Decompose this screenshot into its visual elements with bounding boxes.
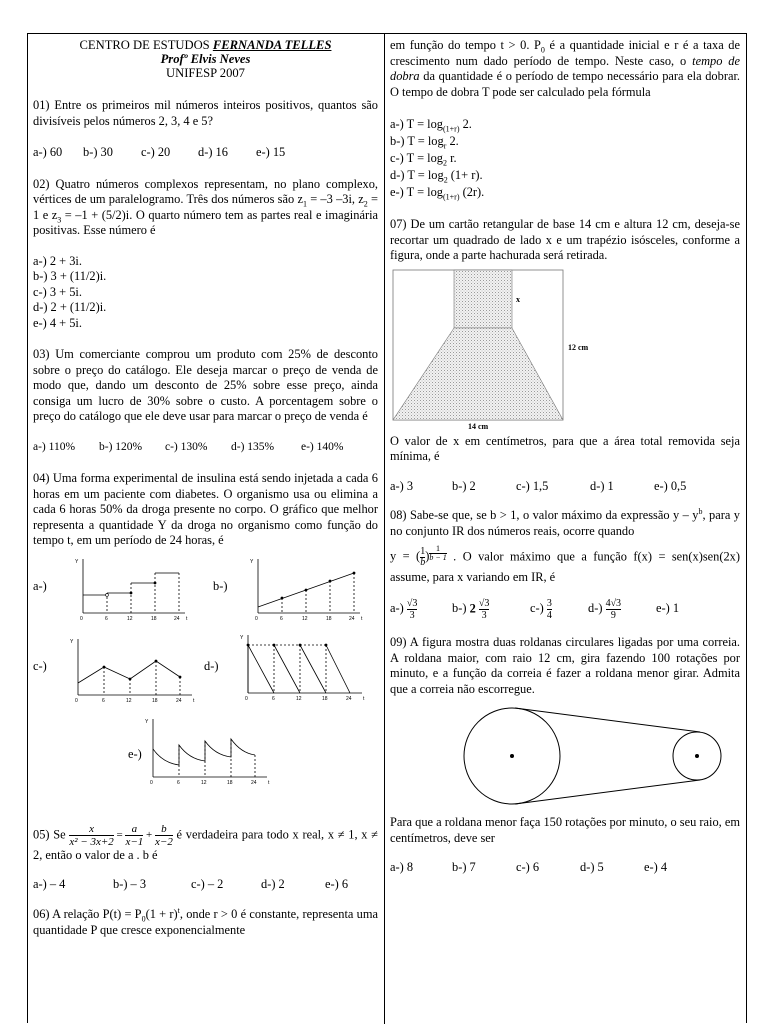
q2-option-c: c-) 3 + 5i. bbox=[33, 284, 82, 299]
q4-graphs bbox=[33, 555, 378, 815]
q7-option-e: e-) 0,5 bbox=[654, 478, 687, 493]
graph-e bbox=[143, 715, 273, 787]
svg-text:Y: Y bbox=[250, 558, 254, 565]
q8-option-d: d-) bbox=[588, 601, 603, 616]
q3-option-b: b-) 120% bbox=[99, 440, 143, 453]
svg-text:t: t bbox=[363, 695, 365, 702]
svg-text:6: 6 bbox=[177, 779, 180, 786]
q7-text: 07) De um cartão retangular de base 14 cm e altura 12 cm, deseja-se recortar um quadrado de lado x e um trapézio isósceles, conforme a figura, onde a parte hachurada será retirada. bbox=[390, 217, 740, 262]
q8-text: 08) Sabe-se que, se b > 1, o valor máximo da expressão y – $y^b$, para y no conjunto IR dos números reais, ocorre quando bbox=[390, 506, 740, 538]
q2-option-a: a-) 2 + 3i. bbox=[33, 253, 82, 268]
svg-text:t: t bbox=[193, 697, 195, 704]
q8-option-c: c-) bbox=[530, 601, 544, 616]
svg-text:0: 0 bbox=[75, 697, 78, 704]
svg-text:18: 18 bbox=[152, 697, 158, 704]
teacher-name: Profº Elvis Neves bbox=[160, 52, 251, 66]
q6-options bbox=[390, 116, 740, 201]
header bbox=[33, 38, 378, 80]
q9-option-d: d-) 5 bbox=[580, 860, 604, 875]
svg-text:24: 24 bbox=[176, 697, 182, 704]
graph-label-a: a-) bbox=[33, 578, 47, 593]
q3-options bbox=[33, 440, 378, 456]
svg-text:18: 18 bbox=[151, 615, 157, 622]
graph-b bbox=[248, 555, 366, 623]
q6-option-a: a-) $T = \log_{(1+r)} 2$. bbox=[390, 117, 472, 134]
svg-text:18: 18 bbox=[326, 615, 332, 622]
svg-text:6: 6 bbox=[102, 697, 105, 704]
svg-text:t: t bbox=[268, 779, 270, 786]
q3-text: 03) Um comerciante comprou um produto com 25% de desconto sobre o preço do catálogo. Ele deseja marcar o preço de venda de modo que, dando um desconto de 25% sobre esse preço, ainda consiga um lucro de 30% sobre o custo. A porcentagem sobre o preço do catálogo que ele deve usar para marcar o preço de venda é bbox=[33, 347, 378, 423]
q7-option-c: c-) 1,5 bbox=[516, 478, 549, 493]
q7-figure bbox=[390, 268, 630, 430]
q1-option-c: c-) 20 bbox=[141, 145, 171, 159]
q7-option-a: a-) 3 bbox=[390, 478, 414, 493]
q2-text: 02) Quatro números complexos representam, no plano complexo, vértices de um paralelogramo. Três dos números são $z_1 = -3$ –3i, $z_2 = 1$ e $z_3 = -1 + (5/2)i$. O quarto número tem as partes real e imaginária positivas. Esse número é bbox=[33, 176, 379, 237]
svg-text:24: 24 bbox=[346, 695, 352, 702]
q3-option-a: a-) 110% bbox=[33, 440, 76, 453]
q9-option-c: c-) 6 bbox=[516, 860, 540, 875]
svg-text:24: 24 bbox=[174, 615, 180, 622]
q2-option-b: b-) 3 + (11/2)i. bbox=[33, 269, 107, 283]
q9-option-e: e-) 4 bbox=[644, 860, 668, 875]
svg-text:t: t bbox=[361, 615, 363, 622]
q9-option-b: b-) 7 bbox=[452, 860, 476, 875]
q5-option-a: a-) – 4 bbox=[33, 876, 66, 891]
q9-question: Para que a roldana menor faça 150 rotações por minuto, o seu raio, em centímetros, deve ser bbox=[390, 815, 740, 845]
q5-option-b: b-) – 3 bbox=[113, 876, 147, 891]
q9-pulleys-figure bbox=[390, 703, 740, 809]
fig-label-x: x bbox=[516, 294, 520, 304]
fig-label-height: 12 cm bbox=[568, 342, 589, 352]
svg-text:Y: Y bbox=[75, 558, 79, 565]
svg-text:Y: Y bbox=[145, 718, 149, 725]
q1-option-e: e-) 15 bbox=[256, 145, 286, 159]
q8-text-2: y = ( $\frac{1}{b}$ ) $^{\frac{1}{b - 1}}$ . O valor máximo que a função f(x) = sen(x)sen(2x) assume, para x variando em IR, é bbox=[390, 544, 740, 585]
exam-sheet bbox=[27, 33, 747, 1023]
svg-text:0: 0 bbox=[245, 695, 248, 702]
graph-label-e: e-) bbox=[128, 746, 142, 761]
q6-text: 06) A relação $P(t) = P_0(1 + r)^t$, onde r > 0 é constante, representa uma quantidade P que cresce exponencialmente bbox=[33, 905, 378, 937]
q1-option-d: d-) 16 bbox=[198, 145, 228, 159]
q6-continuation: em função do tempo t > 0. $P_0$ é a quantidade inicial e r é a taxa de crescimento num dado período de tempo. Neste caso, o tempo de dobra da quantidade é o período de tempo necessário para ela dobrar. O tempo de dobra T pode ser calculado pela fórmula bbox=[390, 38, 740, 99]
q7-options bbox=[390, 479, 740, 495]
svg-text:0: 0 bbox=[150, 779, 153, 786]
q3-option-c: c-) 130% bbox=[165, 440, 208, 453]
graph-label-c: c-) bbox=[33, 658, 47, 673]
svg-text:12: 12 bbox=[127, 615, 133, 622]
graph-c bbox=[68, 635, 198, 705]
left-column bbox=[33, 34, 378, 938]
exam-title: UNIFESP 2007 bbox=[166, 66, 245, 80]
belt-top bbox=[515, 708, 700, 732]
q8-option-a: a-) bbox=[390, 601, 404, 616]
q2-option-e: e-) 4 + 5i. bbox=[33, 315, 82, 330]
graph-label-d: d-) bbox=[204, 658, 219, 673]
svg-text:12: 12 bbox=[302, 615, 308, 622]
q4-text: 04) Uma forma experimental de insulina está sendo injetada a cada 6 horas em um paciente com diabetes. O organismo usa ou elimina a cada 6 horas 50% da droga presente no corpo. O gráfico que melhor representa a quantidade Y da droga no organismo como função do tempo t, em um período de 24 horas, é bbox=[33, 471, 378, 547]
q5-option-c: c-) – 2 bbox=[191, 876, 224, 891]
q6-option-e: e-) $T = \log_{(1+r)} (2r)$. bbox=[390, 185, 485, 202]
right-column bbox=[390, 34, 740, 876]
q5-formula: $\frac{x}{\text{x² − 3x+2}}$ = $\frac{a}{x-1}$ + $\frac{b}{x-2}$ bbox=[69, 822, 173, 848]
svg-text:6: 6 bbox=[272, 695, 275, 702]
svg-text:6: 6 bbox=[105, 615, 108, 622]
svg-text:12: 12 bbox=[126, 697, 132, 704]
graph-a bbox=[73, 555, 191, 623]
q9-options bbox=[390, 860, 740, 876]
q2-option-d: d-) 2 + (11/2)i. bbox=[33, 300, 107, 314]
q1-options bbox=[33, 145, 378, 161]
svg-text:18: 18 bbox=[227, 779, 233, 786]
q6-option-d: d-) $T = \log_2 (1+ r)$. bbox=[390, 168, 483, 185]
q5-option-e: e-) 6 bbox=[325, 876, 349, 891]
q7-question: O valor de x em centímetros, para que a área total removida seja mínima, é bbox=[390, 433, 740, 463]
svg-text:Y: Y bbox=[70, 638, 74, 645]
svg-text:0: 0 bbox=[255, 615, 258, 622]
svg-text:0: 0 bbox=[80, 615, 83, 622]
q9-text: 09) A figura mostra duas roldanas circulares ligadas por uma correia. A roldana maior, com raio 12 cm, gira fazendo 100 rotações por minuto, e a função da correia é fazer a roldana menor girar. Admita que a correia não escorregue. bbox=[390, 635, 740, 696]
q9-option-a: a-) 8 bbox=[390, 860, 414, 875]
q1-option-a: a-) 60 bbox=[33, 145, 63, 159]
q8-option-b: b-) bbox=[452, 601, 467, 616]
svg-text:12: 12 bbox=[201, 779, 207, 786]
svg-text:12: 12 bbox=[296, 695, 302, 702]
q5-options bbox=[33, 877, 378, 893]
q5-text: 05) Se $\frac{x}{\text{x² − 3x+2}}$ = $\frac{a}{x-1}$ + $\frac{b}{x-2}$ é verdadeira para todo x real, x ≠ 1, x ≠ 2, então o valor de a . b é bbox=[33, 822, 378, 862]
svg-text:24: 24 bbox=[251, 779, 257, 786]
q7-option-d: d-) 1 bbox=[590, 478, 614, 493]
q1-option-b: b-) 30 bbox=[83, 145, 113, 159]
school-name: FERNANDA TELLES bbox=[212, 38, 332, 52]
svg-text:6: 6 bbox=[280, 615, 283, 622]
q5-option-d: d-) 2 bbox=[261, 876, 285, 891]
q8-option-e: e-) 1 bbox=[656, 601, 680, 616]
q6-option-b: b-) $T = \log_r 2$. bbox=[390, 134, 459, 151]
graph-d bbox=[238, 631, 368, 703]
graph-label-b: b-) bbox=[213, 578, 228, 593]
school-prefix: CENTRO DE ESTUDOS bbox=[79, 38, 213, 52]
svg-text:18: 18 bbox=[322, 695, 328, 702]
fig-label-base: 14 cm bbox=[468, 421, 489, 430]
svg-text:Y: Y bbox=[240, 634, 244, 641]
q3-option-d: d-) 135% bbox=[231, 440, 275, 453]
q6-option-c: c-) $T = \log_2 r$. bbox=[390, 151, 457, 168]
q3-option-e: e-) 140% bbox=[301, 440, 344, 453]
q2-options bbox=[33, 254, 378, 332]
q7-option-b: b-) 2 bbox=[452, 478, 476, 493]
belt-bottom bbox=[515, 780, 700, 804]
q1-text: 01) Entre os primeiros mil números inteiros positivos, quantos são divisíveis pelos números 2, 3, 4 e 5? bbox=[33, 98, 378, 128]
square-cutout bbox=[454, 270, 512, 328]
q8-formula: y = ( $\frac{1}{b}$ ) $^{\frac{1}{b - 1}}$ bbox=[390, 544, 447, 569]
column-divider bbox=[384, 34, 385, 1024]
svg-text:24: 24 bbox=[349, 615, 355, 622]
q8-options: a-) $\frac{√3}{3}$ b-) 2 $\frac{√3}{3}$ c-) $\frac{3}{4}$ d-) $\frac{4√3}{9}$ e-) 1 bbox=[390, 598, 680, 622]
svg-text:t: t bbox=[186, 615, 188, 622]
